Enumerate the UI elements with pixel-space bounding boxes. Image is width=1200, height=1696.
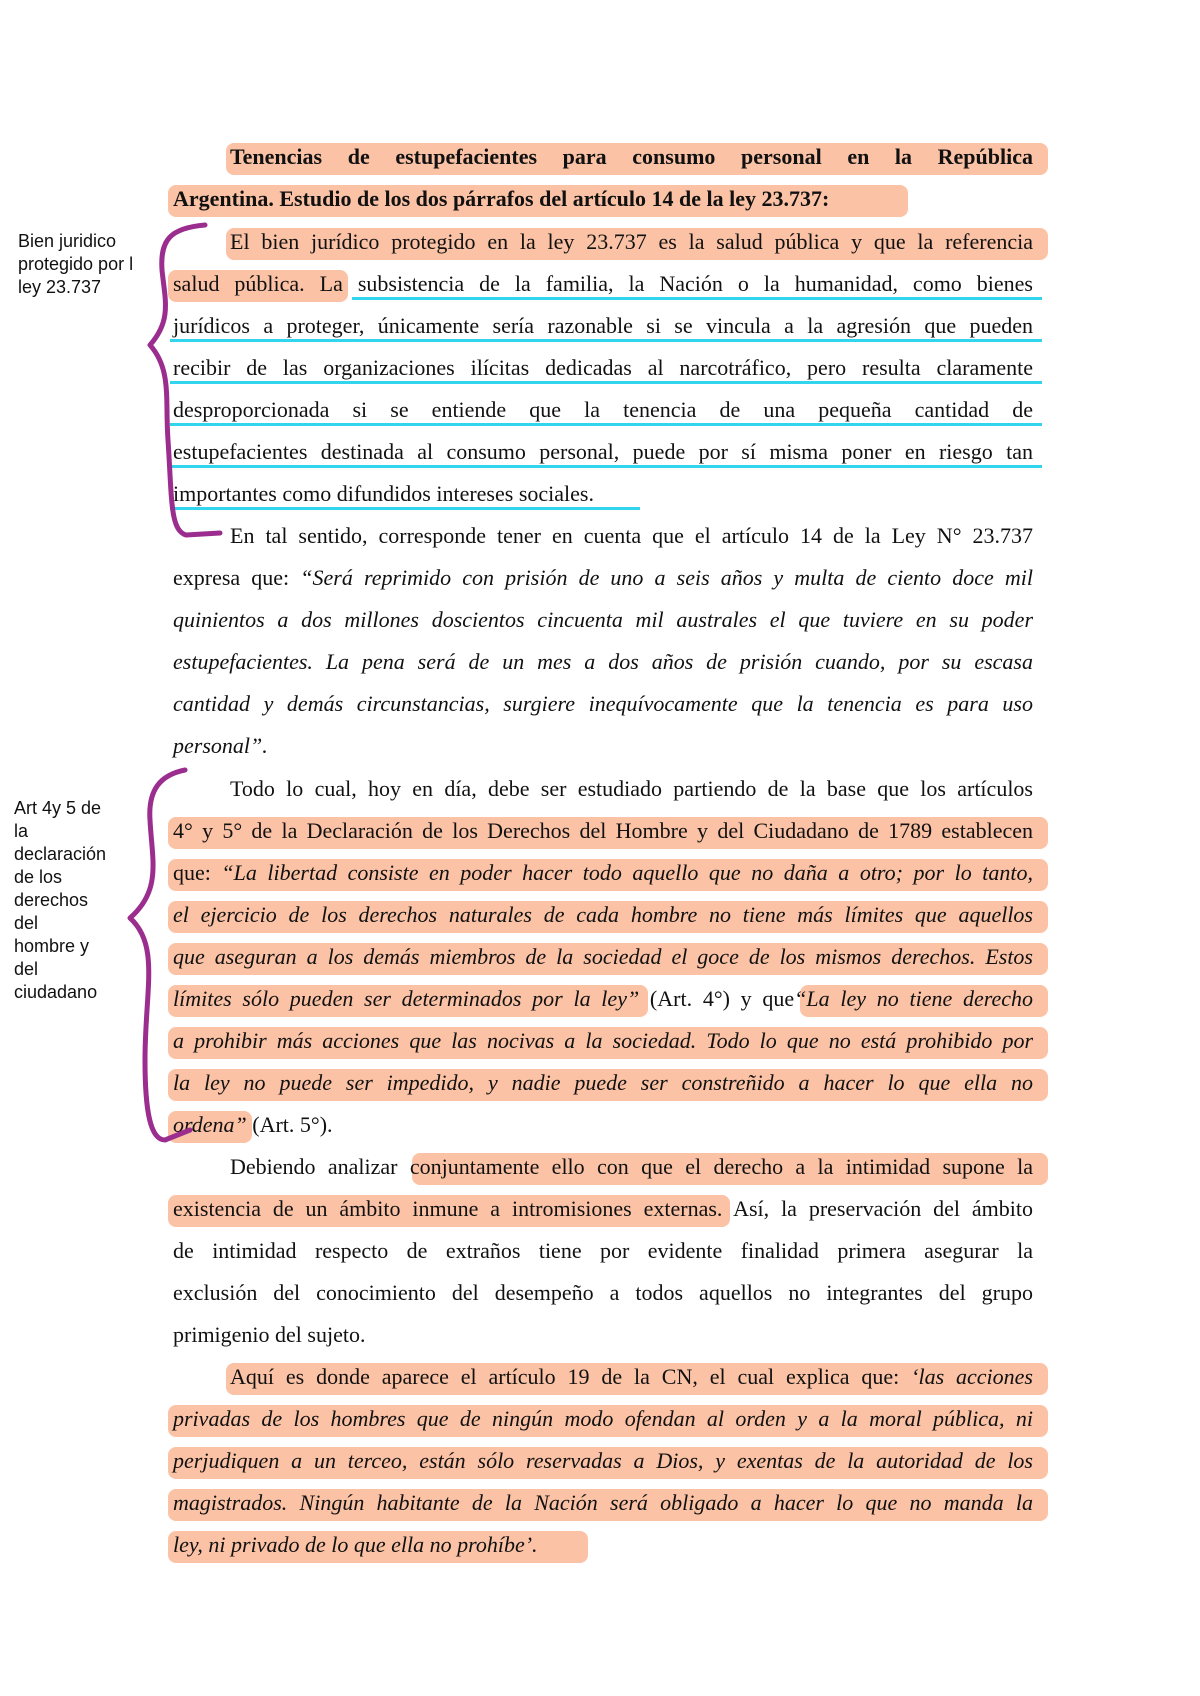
- paragraph-line: desproporcionada si se entiende que la tenencia de una pequeña cantidad de: [173, 397, 1033, 422]
- quote-line: privadas de los hombres que de ningún modo ofendan al orden y a la moral pública, ni: [173, 1406, 1033, 1431]
- quote-line: la ley no puede ser impedido, y nadie puede ser constreñido a hacer lo que ella no: [173, 1070, 1033, 1095]
- paragraph-line: salud pública. La subsistencia de la familia, la Nación o la humanidad, como bienes: [173, 271, 1033, 296]
- paragraph-line: Debiendo analizar conjuntamente ello con que el derecho a la intimidad supone la: [230, 1154, 1033, 1179]
- note-line: Art 4y 5 de: [14, 798, 102, 818]
- quote-line: quinientos a dos millones doscientos cincuenta mil australes el que tuviere en su poder: [173, 607, 1033, 632]
- note-line: derechos: [14, 890, 89, 910]
- paragraph-line: importantes como difundidos intereses sociales.: [173, 481, 594, 506]
- note-line: de los: [14, 867, 63, 887]
- quote-line: magistrados. Ningún habitante de la Nación será obligado a hacer lo que no manda la: [173, 1490, 1033, 1515]
- quote-line: estupefacientes. La pena será de un mes a dos años de prisión cuando, por su escasa: [173, 649, 1033, 674]
- note-line: ciudadano: [14, 982, 98, 1002]
- note-line: declaración: [14, 844, 107, 864]
- document-title-line-1: Tenencias de estupefacientes para consumo personal en la República: [230, 144, 1033, 169]
- quote-run: “La libertad consiste en poder hacer todo aquello que no daña a otro; por lo tanto,: [221, 860, 1033, 885]
- note-line: protegido por l: [18, 254, 134, 274]
- quote-line: cantidad y demás circunstancias, surgiere inequívocamente que la tenencia es para uso: [173, 691, 1033, 716]
- paragraph-line: 4° y 5° de la Declaración de los Derechos del Hombre y del Ciudadano de 1789 establecen: [173, 818, 1033, 843]
- paragraph-line: En tal sentido, corresponde tener en cuenta que el artículo 14 de la Ley N° 23.737: [230, 523, 1033, 548]
- quote-line: ley, ni privado de lo que ella no prohíbe’.: [173, 1532, 538, 1557]
- paragraph-line: exclusión del conocimiento del desempeño a todos aquellos no integrantes del grupo: [173, 1280, 1033, 1305]
- quote-run: “Será reprimido con prisión de uno a seis años y multa de ciento doce mil: [300, 565, 1033, 590]
- curly-brace-mark: [150, 225, 220, 535]
- paragraph-line: primigenio del sujeto.: [173, 1322, 366, 1347]
- curly-brace-mark: [130, 770, 190, 1140]
- text-run: (Art. 5°).: [246, 1112, 333, 1137]
- quote-line: el ejercicio de los derechos naturales de cada hombre no tiene más límites que aquellos: [173, 902, 1033, 927]
- note-line: la: [14, 821, 29, 841]
- note-line: hombre y: [14, 936, 90, 956]
- note-line: del: [14, 959, 39, 979]
- quote-line: perjudiquen a un terceo, están sólo reservadas a Dios, y exentas de la autoridad de los: [173, 1448, 1033, 1473]
- quote-run: ‘las acciones: [911, 1364, 1033, 1389]
- text-run: que:: [173, 860, 222, 885]
- quote-run: “La ley no tiene derecho: [794, 986, 1034, 1011]
- note-line: Bien juridico: [18, 231, 117, 251]
- text-run: Aquí es donde aparece el artículo 19 de la CN, el cual explica que:: [230, 1364, 912, 1389]
- paragraph-line: jurídicos a proteger, únicamente sería razonable si se vincula a la agresión que pueden: [173, 313, 1033, 338]
- paragraph-line: de intimidad respecto de extraños tiene por evidente finalidad primera asegurar la: [173, 1238, 1033, 1263]
- paragraph-line: Todo lo cual, hoy en día, debe ser estudiado partiendo de la base que los artículos: [230, 776, 1033, 801]
- quote-run: límites sólo pueden ser determinados por la ley”: [173, 986, 640, 1011]
- document-title-line-2: Argentina. Estudio de los dos párrafos del artículo 14 de la ley 23.737:: [173, 186, 830, 211]
- quote-line: personal”.: [173, 733, 268, 758]
- note-line: del: [14, 913, 39, 933]
- paragraph-line: estupefacientes destinada al consumo personal, puede por sí misma poner en riesgo tan: [173, 439, 1033, 464]
- paragraph-line: El bien jurídico protegido en la ley 23.737 es la salud pública y que la referencia: [230, 229, 1033, 254]
- quote-run: ordena”: [173, 1112, 247, 1137]
- quote-line: que aseguran a los demás miembros de la sociedad el goce de los mismos derechos. Estos: [173, 944, 1033, 969]
- text-run: expresa que:: [173, 565, 301, 590]
- paragraph-line: recibir de las organizaciones ilícitas dedicadas al narcotráfico, pero resulta claramente: [173, 355, 1033, 380]
- note-line: ley 23.737: [18, 277, 102, 297]
- text-run: (Art. 4°) y que: [639, 986, 795, 1011]
- paragraph-line: existencia de un ámbito inmune a intromisiones externas. Así, la preservación del ámbito: [173, 1196, 1033, 1221]
- quote-line: a prohibir más acciones que las nocivas a la sociedad. Todo lo que no está prohibido por: [173, 1028, 1033, 1053]
